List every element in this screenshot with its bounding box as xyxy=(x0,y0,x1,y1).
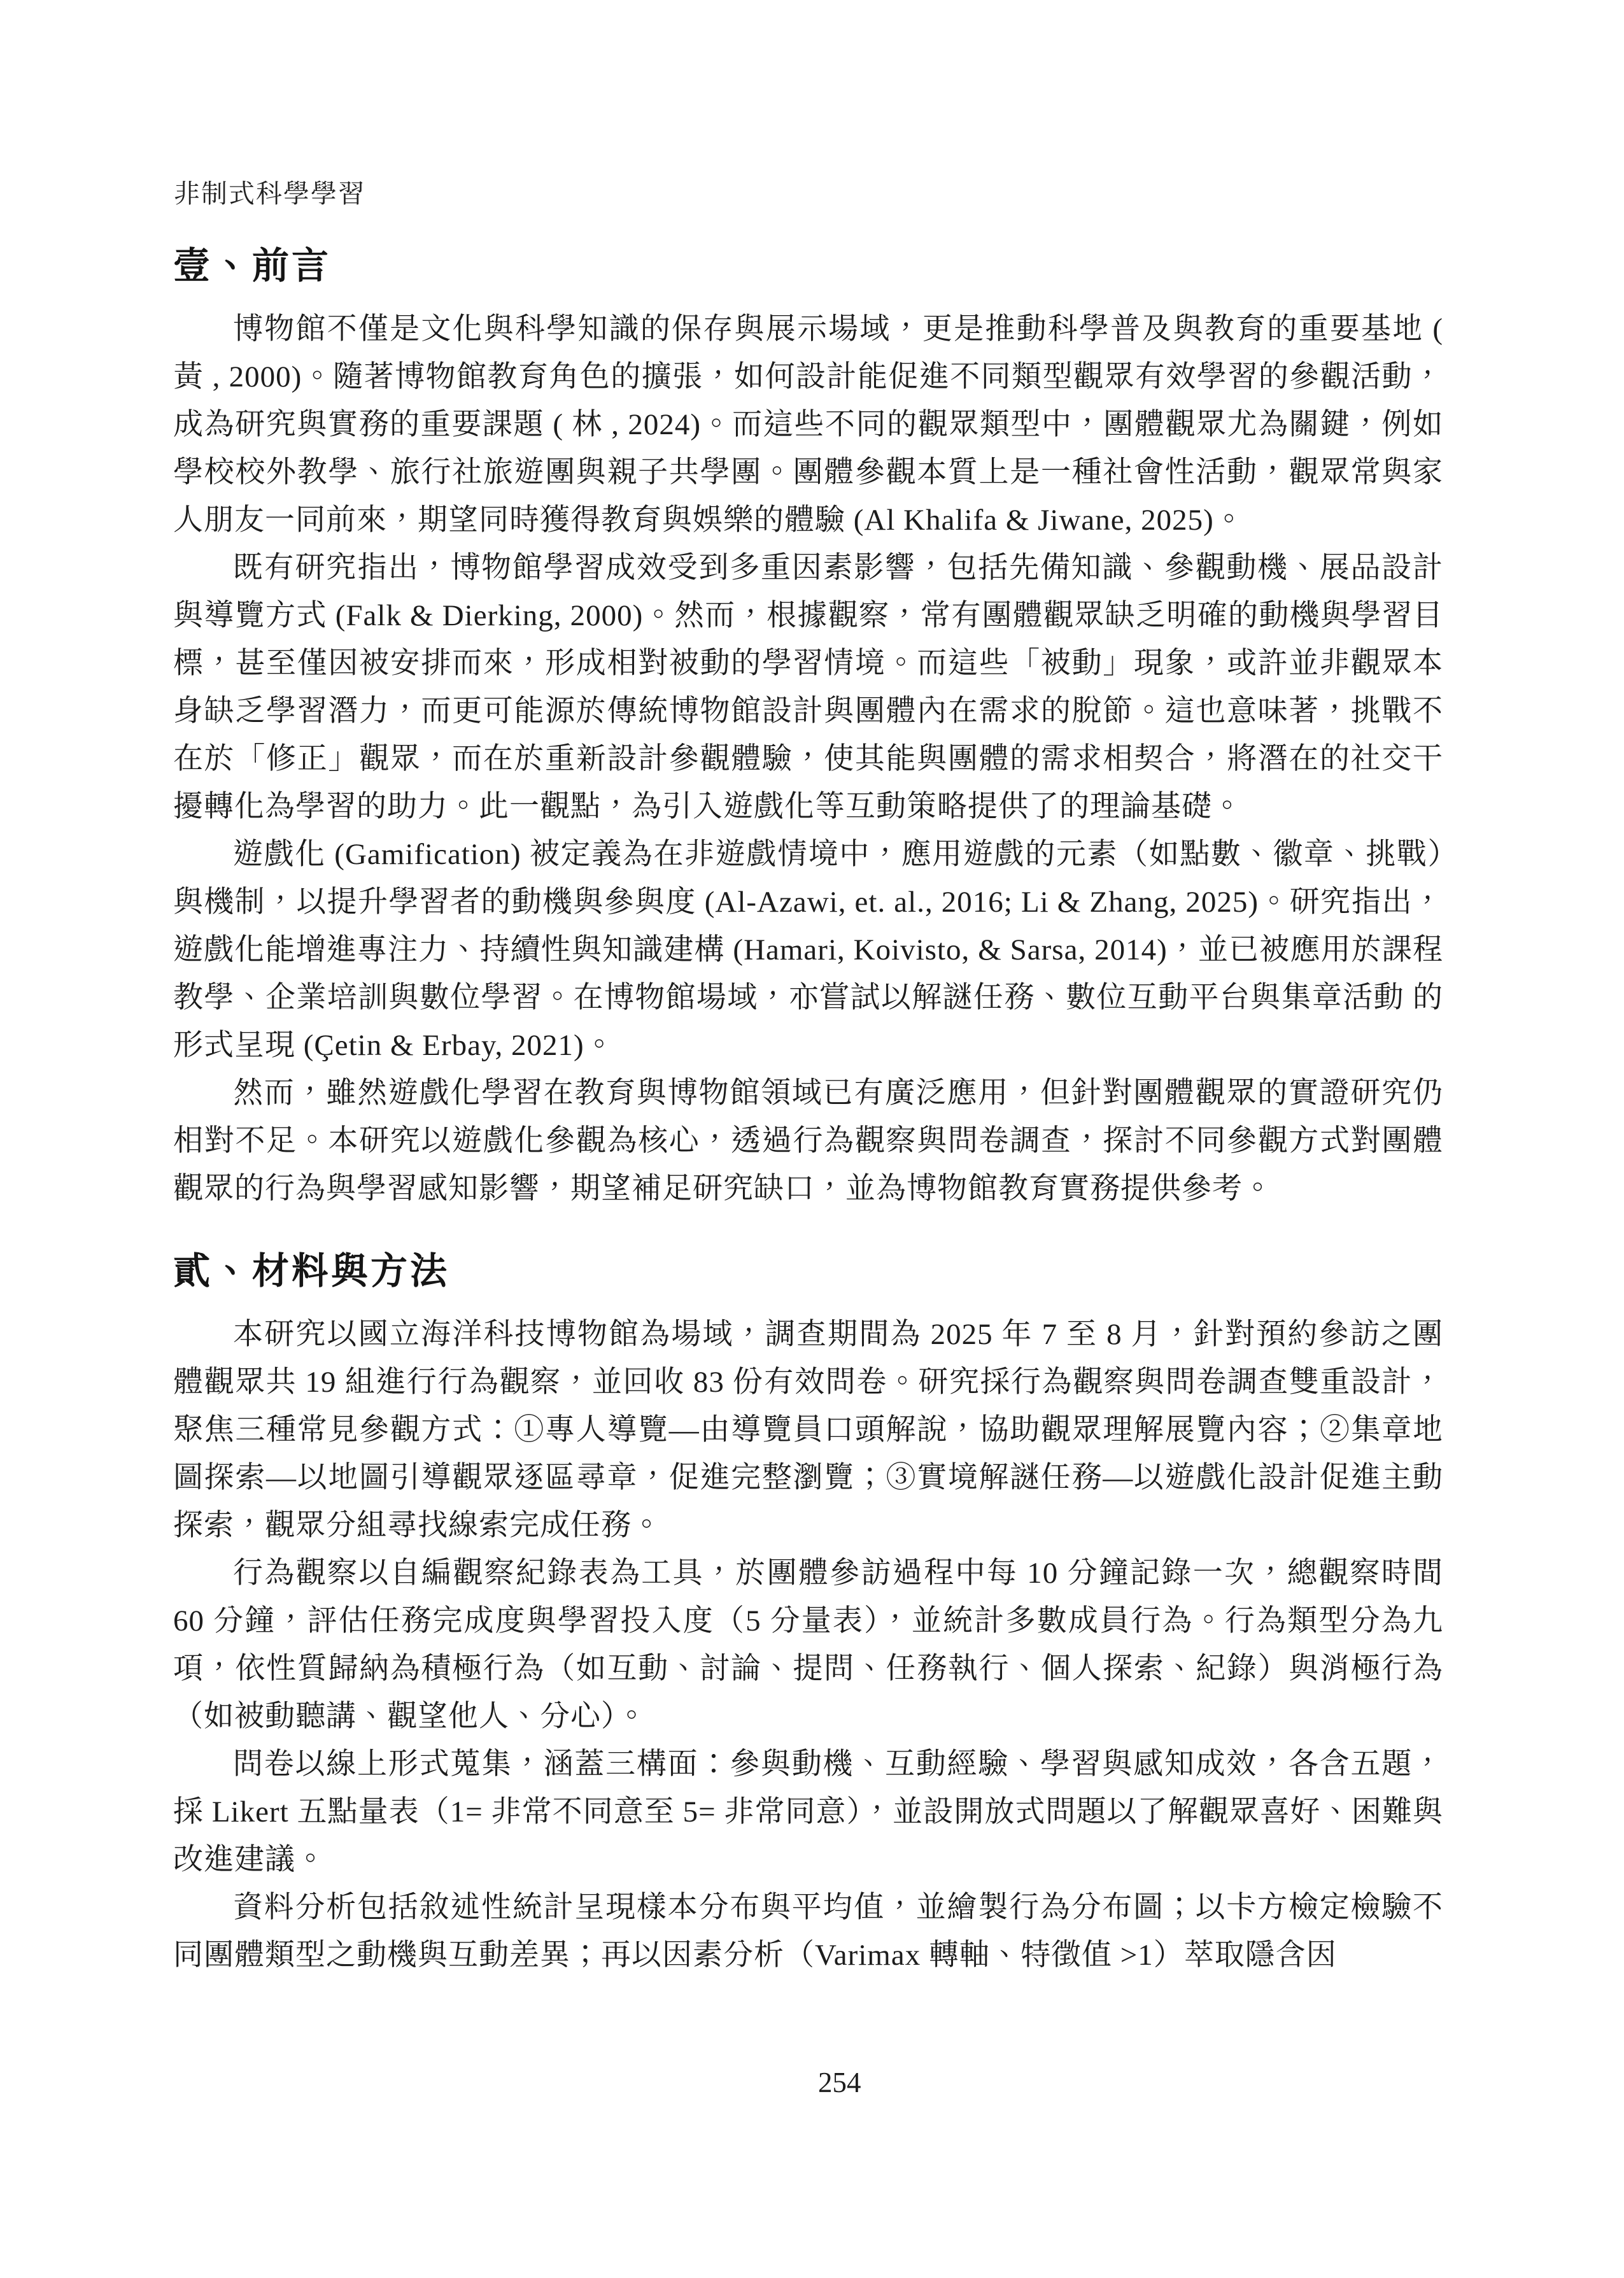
page-content xyxy=(173,243,1443,1979)
paragraph-methods-1: 本研究以國立海洋科技博物館為場域，調查期間為 2025 年 7 至 8 月，針對預約參訪之團體觀眾共 19 組進行行為觀察，並回收 83 份有效問卷。研究採行為觀察與問卷調查雙重設計，聚焦三種常見參觀方式：①專人導覽—由導覽員口頭解說，協助觀眾理解展覽內容；②集章地圖探索—以地圖引導觀眾逐區尋章，促進完整瀏覽；③實境解謎任務—以遊戲化設計促進主動探索，觀眾分組尋找線索完成任務。 xyxy=(173,1318,1443,1542)
running-head: 非制式科學學習 xyxy=(174,179,365,208)
paragraph-intro-1: 博物館不僅是文化與科學知識的保存與展示場域，更是推動科學普及與教育的重要基地 ( 黃 , 2000)。隨著博物館教育角色的擴張，如何設計能促進不同類型觀眾有效學習的參觀活動，成為研究與實務的重要課題 ( 林 , 2024)。而這些不同的觀眾類型中，團體觀眾尤為關鍵，例如學校校外教學、旅行社旅遊團與親子共學團。團體參觀本質上是一種社會性活動，觀眾常與家人朋友一同前來，期望同時獲得教育與娛樂的體驗 (Al Khalifa & Jiwane, 2025)。 xyxy=(173,313,1443,537)
paragraph-intro-4: 然而，雖然遊戲化學習在教育與博物館領域已有廣泛應用，但針對團體觀眾的實證研究仍相對不足。本研究以遊戲化參觀為核心，透過行為觀察與問卷調查，探討不同參觀方式對團體觀眾的行為與學習感知影響，期望補足研究缺口，並為博物館教育實務提供參考。 xyxy=(173,1077,1443,1205)
paragraph-methods-2: 行為觀察以自編觀察紀錄表為工具，於團體參訪過程中每 10 分鐘記錄一次，總觀察時間 60 分鐘，評估任務完成度與學習投入度（5 分量表），並統計多數成員行為。行為類型分為九項，依性質歸納為積極行為（如互動、討論、提問、任務執行、個人探索、紀錄）與消極行為（如被動聽講、觀望他人、分心）。 xyxy=(173,1557,1443,1733)
paragraph-methods-3: 問卷以線上形式蒐集，涵蓋三構面：參與動機、互動經驗、學習與感知成效，各含五題，採 Likert 五點量表（1= 非常不同意至 5= 非常同意），並設開放式問題以了解觀眾喜好、困難與改進建議。 xyxy=(173,1748,1443,1876)
paragraph-intro-3: 遊戲化 (Gamification) 被定義為在非遊戲情境中，應用遊戲的元素（如點數、徽章、挑戰）與機制，以提升學習者的動機與參與度 (Al-Azawi, et. al., 2016; Li & Zhang, 2025)。研究指出，遊戲化能增進專注力、持續性與知識建構 (Hamari, Koivisto, & Sarsa, 2014)，並已被應用於課程教學、企業培訓與數位學習。在博物館場域，亦嘗試以解謎任務、數位互動平台與集章活動 的形式呈現 (Çetin & Erbay, 2021)。 xyxy=(173,838,1443,1062)
paragraph-methods-4: 資料分析包括敘述性統計呈現樣本分布與平均值，並繪製行為分布圖；以卡方檢定檢驗不同團體類型之動機與互動差異；再以因素分析（Varimax 轉軸、特徵值 >1）萃取隱含因 xyxy=(173,1891,1443,1972)
section-heading-materials-methods: 貳、材料與方法 xyxy=(173,1250,450,1292)
section-heading-introduction: 壹、前言 xyxy=(173,245,332,287)
paragraph-intro-2: 既有研究指出，博物館學習成效受到多重因素影響，包括先備知識、參觀動機、展品設計與導覽方式 (Falk & Dierking, 2000)。然而，根據觀察，常有團體觀眾缺乏明確的動機與學習目標，甚至僅因被安排而來，形成相對被動的學習情境。而這些「被動」現象，或許並非觀眾本身缺乏學習潛力，而更可能源於傳統博物館設計與團體內在需求的脫節。這也意味著，挑戰不在於「修正」觀眾，而在於重新設計參觀體驗，使其能與團體的需求相契合，將潛在的社交干擾轉化為學習的助力。此一觀點，為引入遊戲化等互動策略提供了的理論基礎。 xyxy=(173,551,1443,823)
page-number: 254 xyxy=(818,2067,861,2098)
